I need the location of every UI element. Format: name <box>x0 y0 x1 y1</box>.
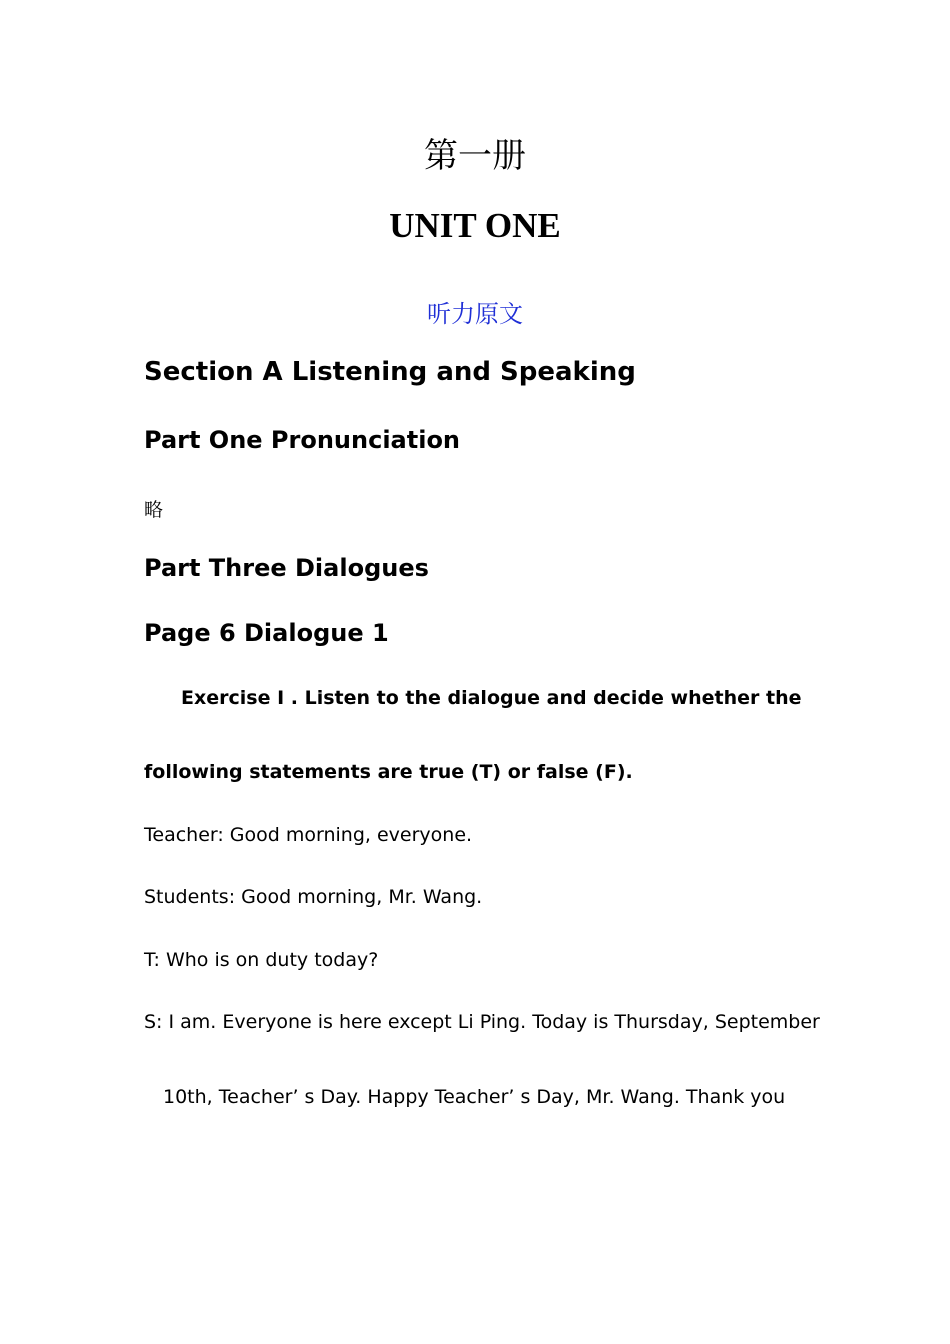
dialogue-line: S: I am. Everyone is here except Li Ping. Today is Thursday, September <box>144 1011 820 1033</box>
part-three-heading: Part Three Dialogues <box>144 554 429 582</box>
dialogue-line: T: Who is on duty today? <box>144 949 379 971</box>
unit-title: UNIT ONE <box>389 206 561 245</box>
omitted-note: 略 <box>144 499 164 521</box>
exercise-instruction-line2: following statements are true (T) or false (F). <box>144 761 633 783</box>
dialogue-line: 10th, Teacher’ s Day. Happy Teacher’ s Day, Mr. Wang. Thank you <box>163 1086 786 1108</box>
volume-title: 第一册 <box>424 136 526 176</box>
exercise-instruction-line1: Exercise I . Listen to the dialogue and decide whether the <box>181 687 802 709</box>
dialogue-line: Teacher: Good morning, everyone. <box>144 824 473 846</box>
subtitle: 听力原文 <box>427 300 523 328</box>
page-dialogue-heading: Page 6 Dialogue 1 <box>144 619 389 647</box>
part-one-heading: Part One Pronunciation <box>144 426 461 454</box>
section-a-heading: Section A Listening and Speaking <box>144 357 636 387</box>
dialogue-line: Students: Good morning, Mr. Wang. <box>144 886 483 908</box>
